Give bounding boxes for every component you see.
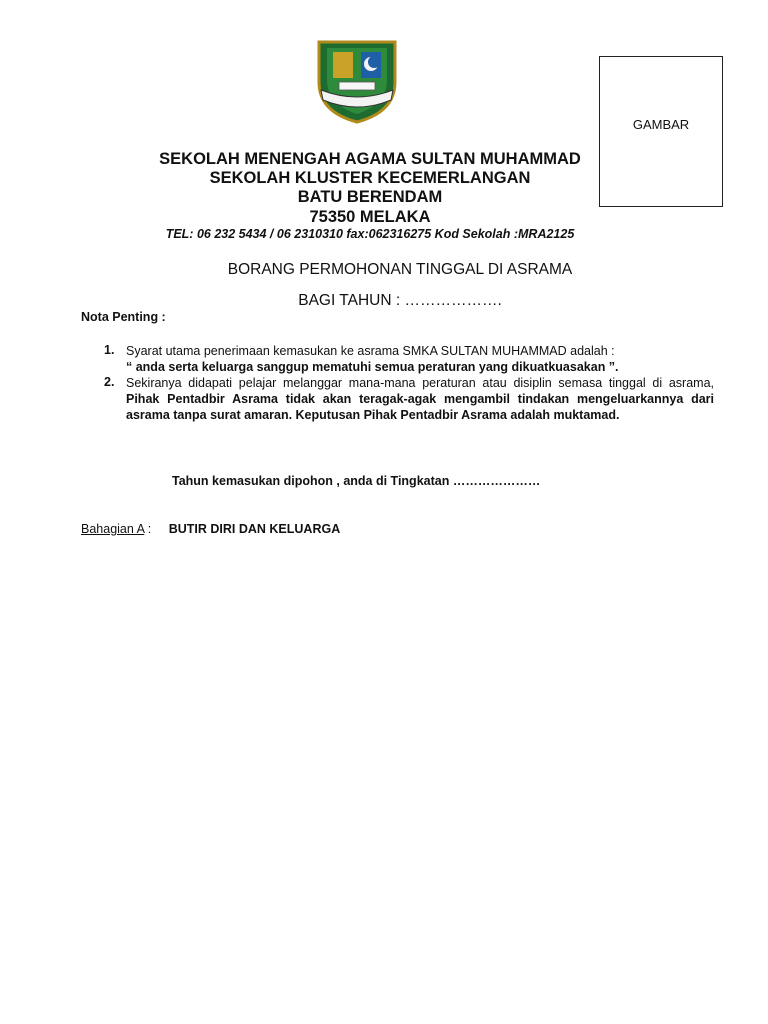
photo-box-label: GAMBAR: [632, 117, 690, 132]
section-a-title: BUTIR DIRI DAN KELUARGA: [168, 522, 341, 536]
school-name: SEKOLAH MENENGAH AGAMA SULTAN MUHAMMAD: [159, 150, 581, 168]
entry-year-line: Tahun kemasukan dipohon , anda di Tingkatan …………………: [172, 474, 541, 488]
note-1: [126, 343, 714, 375]
section-a-colon: :: [147, 522, 152, 536]
form-year-line: BAGI TAHUN : ……………….: [298, 292, 502, 309]
school-contact: TEL: 06 232 5434 / 06 2310310 fax:062316275 Kod Sekolah :MRA2125: [165, 227, 575, 241]
note-1-number: 1.: [104, 343, 115, 357]
note-1-text: Syarat utama penerimaan kemasukan ke asrama SMKA SULTAN MUHAMMAD adalah :: [126, 344, 615, 358]
note-1-bold-text: “ anda serta keluarga sanggup mematuhi semua peraturan yang dikuatkuasakan ”.: [126, 360, 619, 374]
note-2-bold-text: Pihak Pentadbir Asrama tidak akan teragak-agak mengambil tindakan mengeluarkannya dari asrama tanpa surat amaran. Keputusan Pihak Pentadbir Asrama adalah muktamad.: [126, 392, 714, 422]
school-postcode-state: 75350 MELAKA: [309, 208, 431, 226]
note-2-text: Sekiranya didapati pelajar melanggar mana-mana peraturan atau disiplin semasa tinggal di asrama,: [126, 376, 714, 390]
note-2: [126, 375, 714, 423]
form-title: BORANG PERMOHONAN TINGGAL DI ASRAMA: [227, 261, 573, 278]
section-a-label: Bahagian A: [81, 522, 145, 536]
notes-heading: Nota Penting :: [81, 310, 166, 324]
note-2-number: 2.: [104, 375, 115, 389]
school-crest-logo: [315, 38, 399, 124]
section-a-heading: [81, 522, 340, 536]
school-town: BATU BERENDAM: [297, 188, 443, 206]
school-cluster: SEKOLAH KLUSTER KECEMERLANGAN: [209, 169, 531, 187]
